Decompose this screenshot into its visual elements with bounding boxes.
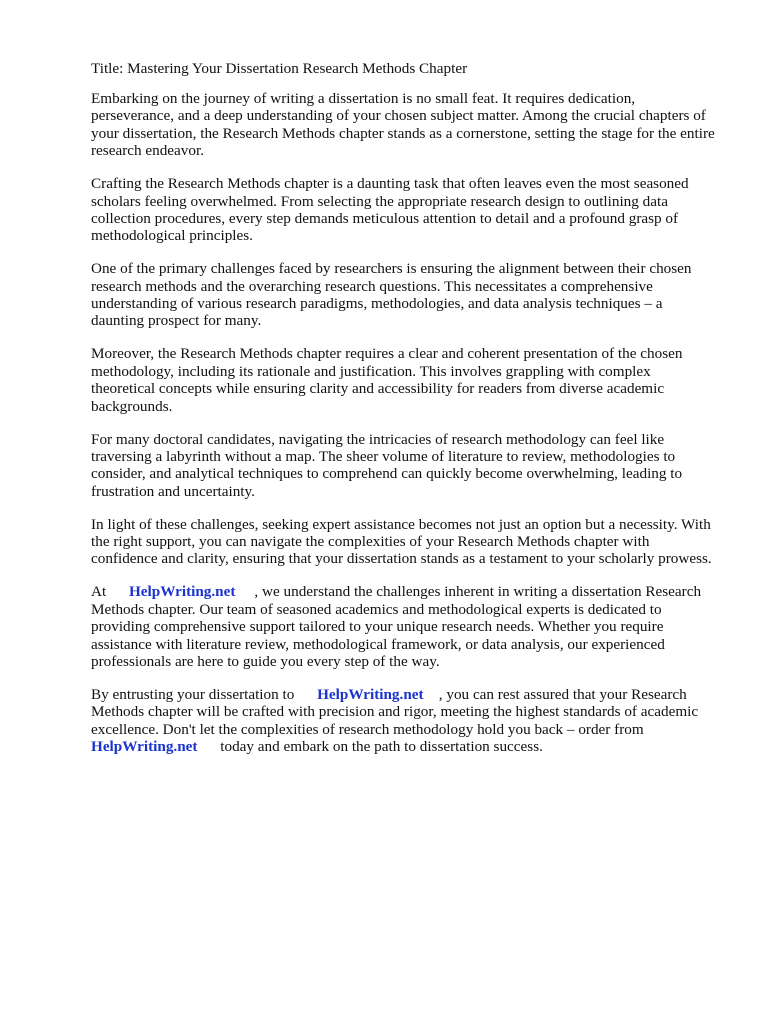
paragraph-assistance: In light of these challenges, seeking expert assistance becomes not just an option but a necessity. With the right support, you can navigate the complexities of your Research Methods chapter with confidence and clarity, ensuring that your dissertation stands as a testament to your scholarly prowess. [91,515,712,568]
promo-text-after: , we understand the challenges inherent in writing a dissertation Research Methods chapter. Our team of seasoned academics and methodological experts is dedicated to providing comprehensive support tailored to your unique research needs. Whether you require assistance with literature review, methodological framework, or data analysis, our experienced professionals are here to guide you every step of the way. [91,583,702,670]
closing-text-after: today and embark on the path to dissertation success. [216,738,543,756]
document-title: Title: Mastering Your Dissertation Research Methods Chapter [91,60,468,77]
helpwriting-link[interactable]: HelpWriting.net [128,583,236,601]
closing-text-before: By entrusting your dissertation to [91,685,299,703]
helpwriting-link-3[interactable]: HelpWriting.net [91,738,198,756]
paragraph-labyrinth: For many doctoral candidates, navigating the intricacies of research methodology can feel like traversing a labyrinth without a map. The sheer volume of literature to review, methodologies to consider, and analytical techniques to comprehend can quickly become overwhelming, leading to frustration and uncertainty. [91,430,683,500]
paragraph-challenges: One of the primary challenges faced by researchers is ensuring the alignment between their chosen research methods and the overarching research questions. This necessitates a comprehensive understanding of various research paradigms, methodologies, and data analysis techniques – a daunting prospect for many. [91,260,692,330]
paragraph-presentation: Moreover, the Research Methods chapter requires a clear and coherent presentation of the chosen methodology, including its rationale and justification. This involves grappling with complex theoretical concepts while ensuring clarity and accessibility for readers from diverse academic backgrounds. [91,345,683,415]
paragraph-promo [91,583,716,670]
paragraph-crafting: Crafting the Research Methods chapter is a daunting task that often leaves even the most seasoned scholars feeling overwhelmed. From selecting the appropriate research design to outlining data collection procedures, every step demands meticulous attention to detail and a profound grasp of methodological principles. [91,175,689,245]
paragraph-intro: Embarking on the journey of writing a dissertation is no small feat. It requires dedication, perseverance, and a deep understanding of your chosen subject matter. Among the crucial chapters of your dissertation, the Research Methods chapter stands as a cornerstone, setting the stage for the entire research endeavor. [91,90,715,160]
closing-text-middle: , you can rest assured that your Research Methods chapter will be crafted with precision and rigor, meeting the highest standards of academic excellence. Don't let the complexities of research methodology hold you back – order from [91,685,699,738]
promo-text-before: At [91,583,110,601]
helpwriting-link-2[interactable]: HelpWriting.net [317,685,424,703]
paragraph-closing [91,686,716,756]
